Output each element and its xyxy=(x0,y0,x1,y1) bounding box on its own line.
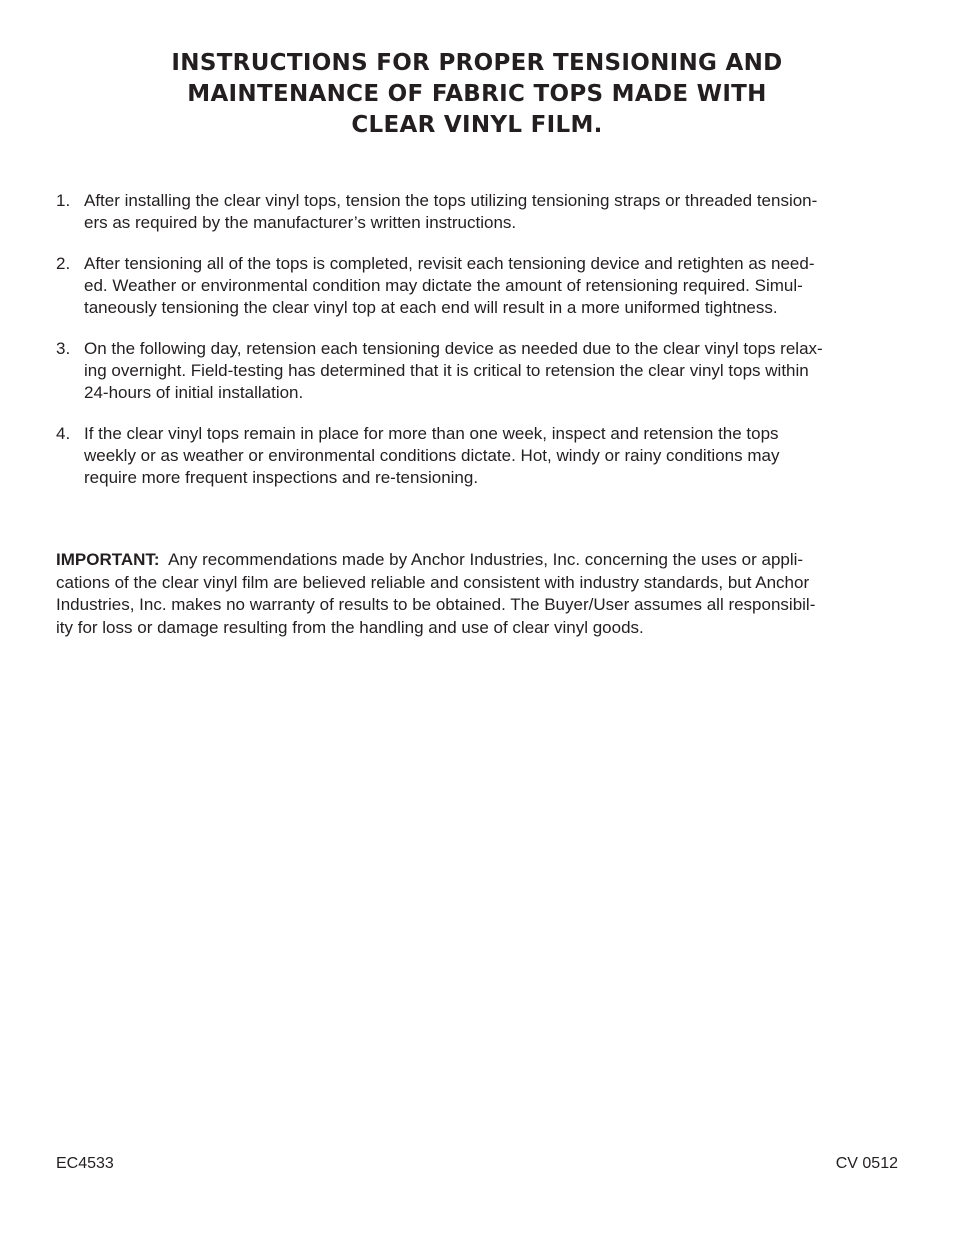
important-notice xyxy=(56,549,902,639)
step-text-line: After tensioning all of the tops is completed, revisit each tensioning device and retighten as need- xyxy=(84,254,815,273)
instruction-step-2 xyxy=(56,253,902,319)
document-code-right: CV 0512 xyxy=(835,1155,898,1172)
step-text-line: On the following day, retension each tensioning device as needed due to the clear vinyl tops relax- xyxy=(84,339,823,358)
important-text-line: Industries, Inc. makes no warranty of results to be obtained. The Buyer/User assumes all responsibil- xyxy=(56,595,816,614)
step-text-line: If the clear vinyl tops remain in place for more than one week, inspect and retension the tops xyxy=(84,424,779,443)
step-text-line: weekly or as weather or environmental conditions dictate. Hot, windy or rainy conditions may xyxy=(84,446,780,465)
step-number: 4. xyxy=(56,424,71,443)
step-number: 3. xyxy=(56,339,71,358)
instruction-step-3 xyxy=(56,338,902,404)
instruction-step-4 xyxy=(56,423,902,489)
step-number: 1. xyxy=(56,191,71,210)
step-text-line: ed. Weather or environmental condition may dictate the amount of retensioning required. Simul- xyxy=(84,276,803,295)
step-text-line: require more frequent inspections and re-tensioning. xyxy=(84,468,479,487)
step-text-line: ers as required by the manufacturer’s written instructions. xyxy=(84,213,517,232)
instruction-step-1 xyxy=(56,190,902,234)
step-number: 2. xyxy=(56,254,71,273)
important-text: Any recommendations made by Anchor Industries, Inc. concerning the uses or appli- xyxy=(159,550,804,569)
title-line: INSTRUCTIONS FOR PROPER TENSIONING AND xyxy=(171,50,783,76)
title-line: CLEAR VINYL FILM. xyxy=(351,112,603,138)
important-text-line: ity for loss or damage resulting from the handling and use of clear vinyl goods. xyxy=(56,617,644,637)
important-first-line xyxy=(56,549,902,572)
title-line: MAINTENANCE OF FABRIC TOPS MADE WITH xyxy=(187,81,767,107)
important-text-line: cations of the clear vinyl film are believed reliable and consistent with industry standards, but Anchor xyxy=(56,572,810,592)
step-text-line: taneously tensioning the clear vinyl top at each end will result in a more uniformed tightness. xyxy=(84,298,778,317)
step-text-line: After installing the clear vinyl tops, tension the tops utilizing tensioning straps or threaded tension- xyxy=(84,191,818,210)
instruction-list xyxy=(56,190,902,508)
step-text-line: 24-hours of initial installation. xyxy=(84,383,304,402)
step-text-line: ing overnight. Field-testing has determined that it is critical to retension the clear vinyl tops within xyxy=(84,361,809,380)
document-title xyxy=(0,48,954,141)
important-label: IMPORTANT: xyxy=(56,550,160,569)
document-code-left: EC4533 xyxy=(56,1155,114,1172)
